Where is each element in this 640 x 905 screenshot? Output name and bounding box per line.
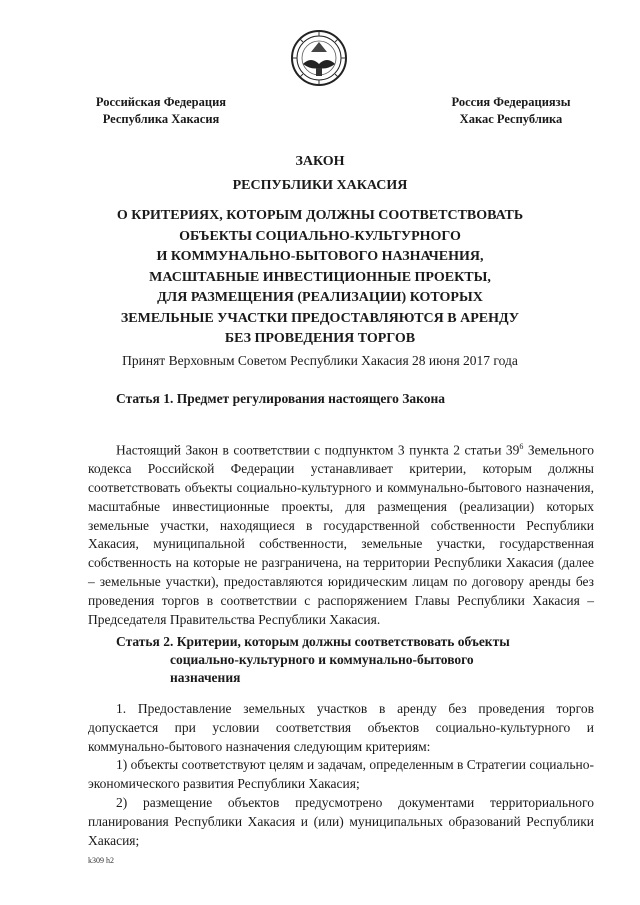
header-right-line2: Хакас Республика [459, 112, 563, 126]
article1-text-start: Настоящий Закон в соответствии с подпунктом 3 пункта 2 статьи 39 [116, 442, 520, 458]
article1-paragraph [88, 438, 594, 629]
article2-heading-line2: социально-культурного и коммунально-бытового [170, 652, 474, 667]
subject-line: БЕЗ ПРОВЕДЕНИЯ ТОРГОВ [224, 331, 416, 346]
article1-superscript: 6 [519, 442, 524, 451]
subject-line: И КОММУНАЛЬНО-БЫТОВОГО НАЗНАЧЕНИЯ, [156, 249, 484, 264]
header-left [86, 94, 236, 128]
header-right-line1: Россия Федерациязы [451, 95, 571, 109]
khakassia-coat-of-arms-icon [289, 28, 349, 88]
article1-text-rest: Земельного кодекса Российской Федерации устанавливает критерии, которым должны соответствовать объекты социально-культурного и коммунально-бытового назначения, масштабные инвестиционные проекты, для размещения (реализации) которых земельные участки, находящиеся в государственной собственности Республики Хакасия, муниципальной собственности, земельные участки, государственная собственность на которые не разграничена, на территории Республики Хакасия (далее – земельные участки), предоставляются юридическим лицам по договору аренды без проведения торгов в соответствии с распоряжением Главы Республики Хакасия – Председателя Правительства Республики Хакасия. [88, 442, 594, 627]
article2-item1-sub2: 2) размещение объектов предусмотрено документами территориального планирования Республики Хакасия и (или) муниципальных образований Республики Хакасия; [88, 795, 594, 848]
article1-heading: Статья 1. Предмет регулирования настоящего Закона [116, 391, 445, 406]
subject-line: О КРИТЕРИЯХ, КОТОРЫМ ДОЛЖНЫ СООТВЕТСТВОВАТЬ [116, 208, 524, 223]
law-title-line1: ЗАКОН [295, 154, 345, 169]
article2-item1-sub1: 1) объекты соответствуют целям и задачам, определенным в Стратегии социально-экономического развития Республики Хакасия; [88, 757, 594, 791]
article2-item1: 1. Предоставление земельных участков в аренду без проведения торгов допускается при условии соответствия объектов социально-культурного и коммунально-бытового назначения следующим критериям: [88, 701, 594, 754]
article2-heading [116, 633, 586, 687]
subject-line: ОБЪЕКТЫ СОЦИАЛЬНО-КУЛЬТУРНОГО [179, 228, 461, 244]
header-right [436, 94, 586, 128]
article2-heading-line3: назначения [170, 670, 241, 685]
footer-code: k309 h2 [88, 856, 114, 865]
law-title-line2: РЕСПУБЛИКИ ХАКАСИЯ [232, 178, 408, 193]
subject-line: ЗЕМЕЛЬНЫЕ УЧАСТКИ ПРЕДОСТАВЛЯЮТСЯ В АРЕНДУ [120, 310, 520, 326]
law-title [0, 150, 640, 198]
adoption-note: Принят Верховным Советом Республики Хакасия 28 июня 2017 года [122, 353, 518, 368]
law-subject [0, 206, 640, 350]
subject-line: МАСШТАБНЫЕ ИНВЕСТИЦИОННЫЕ ПРОЕКТЫ, [149, 269, 491, 285]
subject-line: ДЛЯ РАЗМЕЩЕНИЯ (РЕАЛИЗАЦИИ) КОТОРЫХ [157, 290, 483, 305]
article2-heading-line1: Статья 2. Критерии, которым должны соответствовать объекты [116, 634, 510, 649]
header-left-line2: Республика Хакасия [102, 112, 220, 126]
header-left-line1: Российская Федерация [95, 95, 227, 109]
